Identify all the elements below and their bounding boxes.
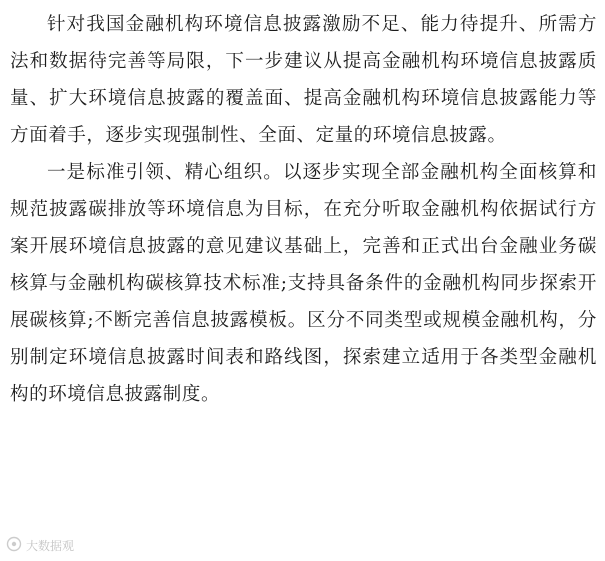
paragraph-1: 针对我国金融机构环境信息披露激励不足、能力待提升、所需方法和数据待完善等局限，下一步建议从提高金融机构环境信息披露质量、扩大环境信息披露的覆盖面、提高金融机构环境信息披露能力等方面着手，逐步实现强制性、全面、定量的环境信息披露。 (10, 14, 597, 146)
watermark-text: 大数据观 (26, 539, 75, 553)
watermark-logo-icon (6, 536, 22, 555)
paragraph-2: 一是标准引领、精心组织。以逐步实现全部金融机构全面核算和规范披露碳排放等环境信息为目标，在充分听取金融机构依据试行方案开展环境信息披露的意见建议基础上，完善和正式出台金融业务碳核算与金融机构碳核算技术标准;支持具备条件的金融机构同步探索开展碳核算;不断完善信息披露模板。区分不同类型或规模金融机构，分别制定环境信息披露时间表和路线图，探索建立适用于各类型金融机构的环境信息披露制度。 (10, 162, 597, 405)
watermark (6, 536, 74, 555)
